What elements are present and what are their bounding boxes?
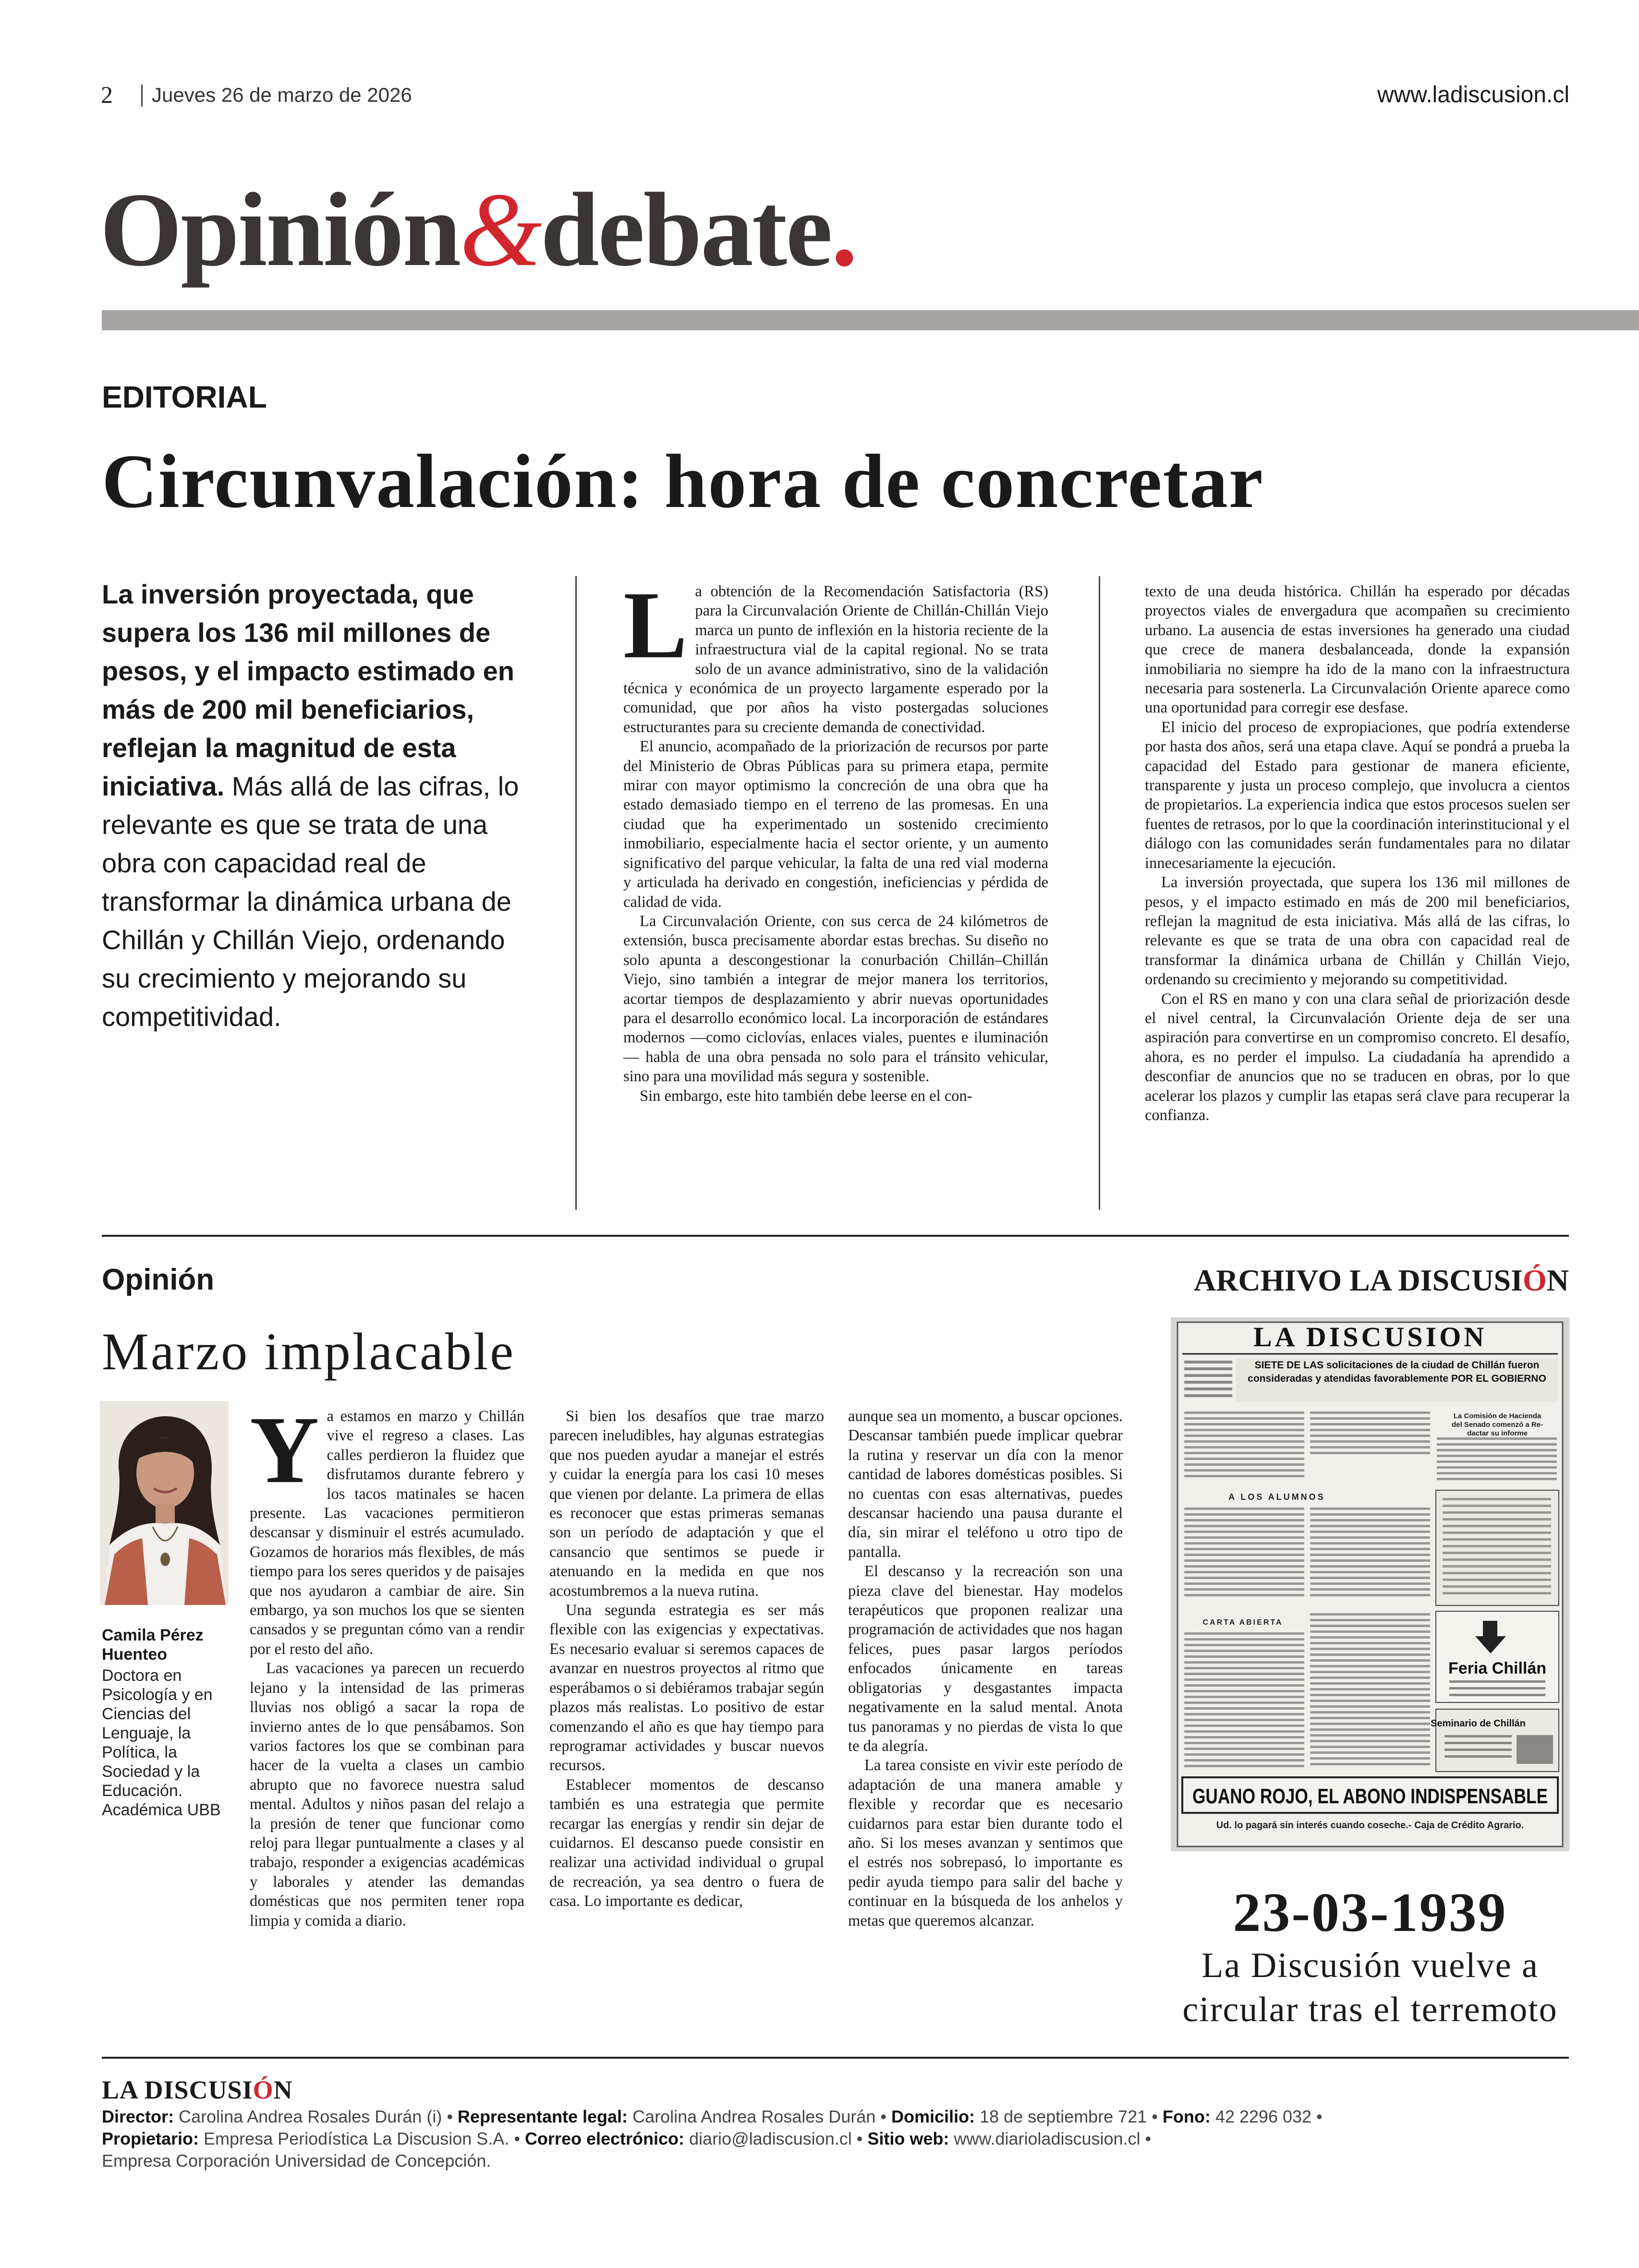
editorial-paragraph: Con el RS en mano y con una clara señal de priorización desde el nivel central, la Circunvalación Oriente deja de ser una aspiración para convertirse en un compromiso concreto. El desafío, ahora, es no perder el impulso. La ciudadanía ha aprendido a desconfiar de anuncios que no se traducen en obras, por lo que acelerar los plazos y cumplir las etapas será clave para recuperar la confianza. xyxy=(1145,990,1570,1124)
editorial-column-1 xyxy=(623,572,1048,1106)
opinion-column-1 xyxy=(250,1397,524,1930)
phone-label: Fono: xyxy=(1162,2107,1211,2126)
drop-cap: Y xyxy=(250,1397,319,1503)
editorial-paragraph-text: a obtención de la Recomendación Satisfactoria (RS) para la Circunvalación Oriente de Chillán-Chillán Viejo marca un punto de inflexión en la historia reciente de la infraestructura vial de la capital regional. No se trata solo de un avance administrativo, sino de la validación técnica y económica de un proyecto largamente esperado por la comunidad, que por años ha visto postergadas soluciones estructurantes para su creciente demanda de conectividad. xyxy=(623,583,1048,736)
website-link[interactable]: www.diarioladiscusion.cl xyxy=(954,2129,1141,2148)
opinion-paragraph: Las vacaciones ya parecen un recuerdo lejano y la intensidad de las primeras lluvias nos obligó a sacar la ropa de invierno antes de lo que pensábamos. Son varios factores los que se combinan para hacer de la vuelta a clases un cambio abrupto que no favorece nuestra salud mental. Adultos y niños pasan del relajo a la presión de tener que funcionar como reloj para llegar puntualmente a clases y al trabajo, responder a exigencias académicas y laborales y atender las demandas domésticas que nos permiten tener ropa limpia y comida a diario. xyxy=(250,1660,524,1930)
opinion-paragraph: La tarea consiste en vivir este período de adaptación de una manera amable y flexible y recordar que es necesario cuidarnos para estar bien durante todo el año. Si los meses avanzan y sentimos que el estrés nos sobrepasó, lo importante es pedir ayuda tiempo para salir del bache y continuar en la búsqueda de los anhelos y metas que queremos alcanzar. xyxy=(848,1757,1123,1930)
column-divider xyxy=(575,576,577,1210)
opinion-kicker: Opinión xyxy=(102,1263,215,1296)
editorial-paragraph: La Circunvalación Oriente, con sus cerca de 24 kilómetros de extensión, busca precisamente abordar estas brechas. Su diseño no solo apunta a descongestionar la conurbación Chillán–Chillán Viejo, sino también a integrar de mejor manera los territorios, acortar tiempos de desplazamiento y abrir nuevas oportunidades para el desarrollo económico local. La incorporación de estándares modernos —como ciclovías, enlaces viales, puentes e iluminación— habla de una obra pensada no solo para el tránsito vehicular, sino para una movilidad más segura y sostenible. xyxy=(623,912,1048,1086)
clipping-subhead-alumnos: A LOS ALUMNOS xyxy=(1228,1492,1325,1502)
section-divider xyxy=(102,1235,1569,1237)
archive-kicker-text-end: N xyxy=(1546,1263,1569,1297)
clipping-subhead-senado: La Comisión de Hacienda del Senado comenzó a Re-dactar su informe xyxy=(1451,1412,1543,1437)
footer-logo-accent: Ó xyxy=(253,2075,274,2104)
director-value: Carolina Andrea Rosales Durán (i) xyxy=(179,2107,442,2126)
editorial-paragraph xyxy=(623,572,1048,737)
footer-logo-text: LA DISCUSI xyxy=(102,2075,253,2104)
issue-date: Jueves 26 de marzo de 2026 xyxy=(152,84,412,106)
footer-logo-text-end: N xyxy=(273,2075,293,2104)
section-title-ampersand: & xyxy=(460,171,541,288)
archive-date: 23-03-1939 xyxy=(1233,1882,1507,1943)
author-bio: Doctora en Psicología y en Ciencias del Lenguaje, la Política, la Sociedad y la Educación. Académica UBB xyxy=(102,1666,221,1819)
section-title-dot: . xyxy=(831,171,856,288)
editorial-lead-bold: La inversión proyectada, que supera los 136 mil millones de pesos, y el impacto estimado en más de 200 mil beneficiarios, reflejan la magnitud de esta iniciativa. xyxy=(102,579,514,801)
archive-clipping xyxy=(1171,1317,1569,1851)
editorial-column-2 xyxy=(1145,582,1570,1125)
editorial-headline: Circunvalación: hora de concretar xyxy=(102,438,1264,524)
section-title xyxy=(100,171,856,288)
site-url[interactable]: www.ladiscusion.cl xyxy=(1377,82,1569,108)
section-rule xyxy=(102,310,1639,330)
owner-value: Empresa Periodística La Discusion S.A. xyxy=(204,2129,510,2148)
opinion-paragraph: Si bien los desafíos que trae marzo parecen ineludibles, hay algunas estrategias que nos pueden ayudar a manejar el estrés y cuidar la energía para los casi 10 meses que vienen por delante. La primera de ellas es reconocer que estas primeras semanas son un período de adaptación y que el cansancio que sentimos se puede ir atenuando en la medida en que nos acostumbremos a la nueva rutina. xyxy=(549,1408,824,1600)
director-label: Director: xyxy=(102,2107,174,2126)
archive-caption: La Discusión vuelve a circular tras el terremoto xyxy=(1182,1946,1558,2029)
clipping-headline: SIETE DE LAS solicitaciones de la ciudad de Chillán fueron consideradas y atendidas favorablemente POR EL GOBIERNO xyxy=(1248,1360,1546,1384)
email-link[interactable]: diario@ladiscusion.cl xyxy=(689,2129,852,2148)
clipping-masthead: LA DISCUSION xyxy=(1253,1321,1487,1352)
clipping-banner-sub: Ud. lo pagará sin interés cuando coseche.- Caja de Crédito Agrario. xyxy=(1216,1820,1524,1831)
opinion-paragraph: Una segunda estrategia es ser más flexible con las exigencias y expectativas. Es necesario evaluar si seremos capaces de avanzar en nuestros proyectos al ritmo que esperábamos o si debiéramos trabajar según plazos más realistas. Lo positivo de estar comenzando el año es que hay tiempo para reprogramar actividades y buscar nuevos recursos. xyxy=(549,1602,824,1774)
editorial-lead-regular: Más allá de las cifras, lo relevante es que se trata de una obra con capacidad real de transformar la dinámica urbana de Chillán y Chillán Viejo, ordenando su crecimiento y mejorando su competitividad. xyxy=(102,771,519,1032)
footer-line-1: Director: Carolina Andrea Rosales Durán (i) • Representante legal: Carolina Andrea Rosales Durán • Domicilio: 18 de septiembre 721 • Fono: 42 2296 032 • xyxy=(102,2107,1323,2126)
editorial-kicker: EDITORIAL xyxy=(102,380,267,414)
representative-label: Representante legal: xyxy=(457,2107,628,2126)
opinion-column-2 xyxy=(549,1407,824,1911)
phone-value: 42 2296 032 xyxy=(1215,2107,1312,2126)
opinion-headline: Marzo implacable xyxy=(102,1322,516,1381)
email-label: Correo electrónico: xyxy=(524,2129,685,2148)
author-portrait xyxy=(100,1401,229,1605)
clipping-ad-feria: Feria Chillán xyxy=(1448,1659,1547,1677)
editorial-paragraph: texto de una deuda histórica. Chillán ha esperado por décadas proyectos viales de envergadura que acompañen su crecimiento urbano. La ausencia de estas inversiones ha generado una ciudad que crece de manera desbalanceada, donde la expansión inmobiliaria no siempre ha ido de la mano con la infraestructura necesaria para sostenerla. La Circunvalación Oriente aparece como una oportunidad para corregir ese desfase. xyxy=(1145,583,1570,717)
opinion-paragraph: El descanso y la recreación son una pieza clave del bienestar. Hay modelos terapéuticos que proponen realizar una programación de actividades que nos hagan felices, pues pasar largos períodos enfocados únicamente en tareas obligatorias y desgastantes impacta negativamente en la salud mental. Anota tus panoramas y no pierdas de vista lo que te da alegría. xyxy=(848,1563,1123,1755)
drop-cap: L xyxy=(623,572,688,678)
archive-kicker xyxy=(1194,1263,1569,1298)
author-photo xyxy=(100,1401,229,1605)
editorial-paragraph: El inicio del proceso de expropiaciones, que podría extenderse por hasta dos años, será una etapa clave. Aquí se pondrá a prueba la capacidad del Estado para gestionar de manera eficiente, transparente y justa un proceso complejo, que involucra a cientos de propietarios. La experiencia indica que estos procesos suelen ser fuentes de retrasos, por lo que la coordinación interinstitucional y el diálogo con las comunidades serán fundamentales para no dilatar innecesariamente la ejecución. xyxy=(1145,718,1570,872)
footer-line-2: Propietario: Empresa Periodística La Discusion S.A. • Correo electrónico: diario@ladiscusion.cl • Sitio web: www.diarioladiscusion.cl • xyxy=(102,2129,1152,2148)
opinion-column-3 xyxy=(848,1407,1123,1930)
website-label: Sitio web: xyxy=(867,2129,949,2148)
clipping-ad-seminario: Seminario de Chillán xyxy=(1431,1718,1526,1729)
opinion-paragraph: Establecer momentos de descanso también es una estrategia que permite recargar las energías y rendir sin dejar de cuidarnos. El descanso puede consistir en realizar una actividad individual o grupal de recreación, ya sea dentro o fuera de casa. Lo importante es dedicar, xyxy=(549,1776,824,1910)
owner-label: Propietario: xyxy=(102,2129,199,2148)
archive-kicker-text: ARCHIVO LA DISCUSI xyxy=(1193,1263,1523,1297)
header-separator xyxy=(141,84,143,107)
archive-clipping-image xyxy=(1171,1317,1569,1851)
footer-divider xyxy=(102,2057,1569,2059)
author-name: Camila Pérez Huenteo xyxy=(102,1626,204,1664)
column-divider xyxy=(1099,576,1100,1210)
opinion-paragraph-text: a estamos en marzo y Chillán vive el regreso a clases. Las calles perdieron la fluidez que disfrutamos durante febrero y los tacos matinales se hacen presente. Las vacaciones permitieron descansar y disminuir el estrés acumulado. Gozamos de horarios más flexibles, de más tiempo para los seres queridos y de paisajes que nos ayudaron a cambiar de aire. Sin embargo, ya son muchos los que se sienten cansados y se preguntan cómo van a rendir por el resto del año. xyxy=(250,1408,524,1658)
opinion-paragraph: aunque sea un momento, a buscar opciones. Descansar también puede implicar quebrar la rutina y reservar un día con la menor cantidad de labores domésticas posibles. Si no cuentas con esas alternativas, puedes descansar haciendo una pausa durante el día, sin mirar el teléfono u otro tipo de pantalla. xyxy=(848,1408,1123,1561)
editorial-paragraph: Sin embargo, este hito también debe leerse en el con- xyxy=(640,1087,972,1105)
section-title-debate: debate xyxy=(540,171,831,288)
editorial-paragraph: El anuncio, acompañado de la priorización de recursos por parte del Ministerio de Obras Públicas para su primera etapa, permite mirar con mayor optimismo la concreción de una obra que ha estado demasiado tiempo en el terreno de las promesas. En una ciudad que ha experimentado un sostenido crecimiento inmobiliario, especialmente hacia el sector oriente, y un aumento significativo del parque vehicular, la falta de una red vial moderna y articulada ha derivado en congestión, ineficiencias y pérdida de calidad de vida. xyxy=(623,738,1048,911)
editorial-lead xyxy=(102,575,527,1036)
footer-line-3: Empresa Corporación Universidad de Concepción. xyxy=(102,2151,491,2171)
editorial-paragraph: La inversión proyectada, que supera los 136 mil millones de pesos, y el impacto estimado en más de 200 mil beneficiarios, reflejan la magnitud de esta iniciativa. Más allá de las cifras, lo relevante es que se trata de una obra con capacidad real de transformar la dinámica urbana de Chillán y Chillán Viejo, ordenando su crecimiento y mejorando su competitividad. xyxy=(1145,874,1570,989)
archive-kicker-accent: Ó xyxy=(1523,1263,1547,1297)
clipping-banner: GUANO ROJO, EL ABONO INDISPENSABLE xyxy=(1192,1785,1548,1808)
clipping-subhead-carta: CARTA ABIERTA xyxy=(1202,1618,1283,1627)
opinion-paragraph xyxy=(250,1397,524,1659)
address-value: 18 de septiembre 721 xyxy=(980,2107,1147,2126)
page-number: 2 xyxy=(101,81,113,108)
footer-credits xyxy=(102,2106,1571,2172)
address-label: Domicilio: xyxy=(891,2107,975,2126)
footer-logo xyxy=(102,2075,293,2105)
representative-value: Carolina Andrea Rosales Durán xyxy=(632,2107,876,2126)
section-title-opinion: Opinión xyxy=(100,171,460,288)
